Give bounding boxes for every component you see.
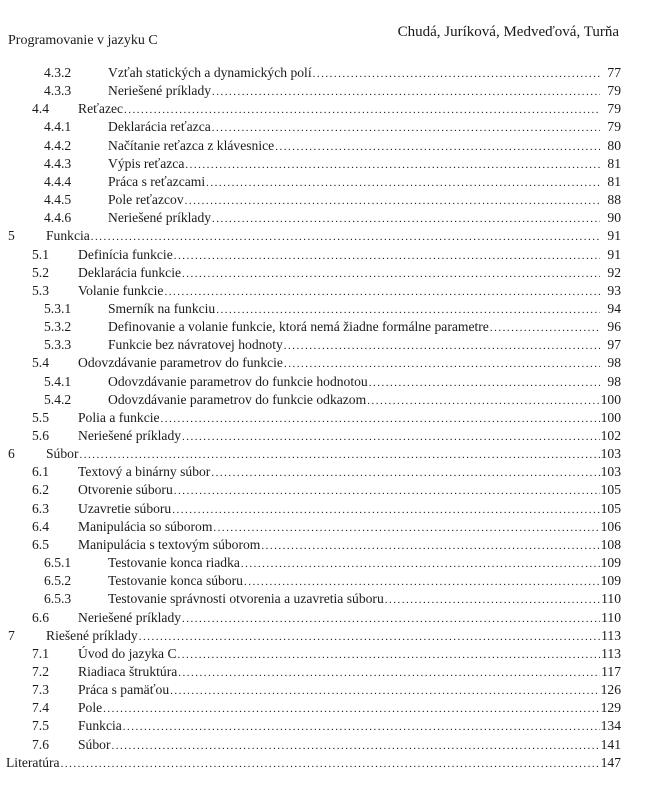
dot-leader <box>185 156 600 174</box>
toc-entry-page: 77 <box>607 65 621 80</box>
dot-leader <box>213 519 599 537</box>
toc-entry-number: 5.2 <box>32 264 49 280</box>
toc-entry <box>0 354 661 372</box>
dot-leader <box>182 265 600 283</box>
toc-entry <box>0 463 661 481</box>
dot-leader <box>172 501 599 519</box>
dot-leader <box>123 718 600 736</box>
toc-entry <box>0 191 661 209</box>
toc-entry <box>0 445 661 463</box>
toc-entry-page: 106 <box>600 518 621 534</box>
toc-entry-number: 6.5.2 <box>44 573 72 589</box>
toc-entry-number: 4.4.6 <box>44 210 72 226</box>
toc-entry-page: 98 <box>607 355 621 371</box>
toc-entry-title: Testovanie konca riadka <box>108 555 240 571</box>
dot-leader <box>174 482 600 500</box>
dot-leader <box>284 337 600 355</box>
toc-entry-page: 102 <box>600 428 621 443</box>
dot-leader <box>185 192 600 210</box>
toc-entry-title: Manipulácia s textovým súborom <box>78 536 261 552</box>
toc-entry-number: 6.5.3 <box>44 591 72 607</box>
toc-entry <box>0 536 661 554</box>
toc-entry <box>0 227 661 245</box>
toc-entry-number: 5 <box>8 228 15 244</box>
dot-leader <box>244 573 600 591</box>
dot-leader <box>111 737 599 755</box>
toc-entry-number: 7.6 <box>32 736 49 752</box>
toc-entry-number: 5.3.3 <box>44 337 72 353</box>
toc-entry-page: 92 <box>607 264 621 280</box>
toc-entry-number: 6.4 <box>32 518 49 534</box>
toc-entry-page: 126 <box>600 682 621 698</box>
toc-entry-title: Volanie funkcie <box>78 282 164 298</box>
toc-entry-page: 93 <box>607 282 621 298</box>
toc-entry-number: 4.3.2 <box>44 65 72 80</box>
toc-entry <box>0 627 661 645</box>
toc-entry-number: 6.3 <box>32 500 49 516</box>
toc-entry-title: Riešené príklady <box>46 627 138 643</box>
dot-leader <box>139 628 600 646</box>
toc-entry-title: Neriešené príklady <box>108 83 212 99</box>
dot-leader <box>174 247 600 265</box>
toc-entry <box>0 699 661 717</box>
dot-leader <box>490 319 600 337</box>
toc-entry-page: 110 <box>601 609 621 625</box>
toc-entry-title: Súbor <box>78 736 111 752</box>
toc-entry-page: 109 <box>600 573 621 589</box>
toc-entry-title: Neriešené príklady <box>78 428 182 443</box>
toc-entry <box>0 300 661 318</box>
toc-entry <box>0 137 661 155</box>
toc-entry <box>0 336 661 354</box>
toc-entry <box>0 209 661 227</box>
toc-entry-number: 7.3 <box>32 682 49 698</box>
toc-entry <box>0 663 661 681</box>
toc-entry-number: 6.5 <box>32 536 49 552</box>
toc-entry <box>0 373 661 391</box>
toc-entry-page: 79 <box>607 101 621 117</box>
toc-entry-number: 4.4.2 <box>44 137 72 153</box>
toc-entry-title: Reťazec <box>78 101 124 117</box>
toc-entry-page: 147 <box>600 754 621 770</box>
toc-entry <box>0 572 661 590</box>
toc-entry-number: 4.4.5 <box>44 192 72 208</box>
toc-entry <box>0 264 661 282</box>
toc-entry-number: 6.5.1 <box>44 555 72 571</box>
dot-leader <box>170 682 599 700</box>
toc-entry-title: Riadiaca štruktúra <box>78 663 178 679</box>
dot-leader <box>241 555 600 573</box>
toc-entry <box>0 427 661 445</box>
toc-entry-page: 98 <box>607 373 621 389</box>
toc-entry-title: Definícia funkcie <box>78 246 173 262</box>
toc-entry-title: Pole reťazcov <box>108 192 184 208</box>
toc-entry-number: 4.4 <box>32 101 49 117</box>
toc-entry <box>0 391 661 409</box>
toc-entry-number: 5.5 <box>32 409 49 425</box>
toc-entry <box>0 318 661 336</box>
toc-entry-number: 6 <box>8 446 15 462</box>
toc-entry-page: 80 <box>607 137 621 153</box>
toc-entry-number: 6.6 <box>32 609 49 625</box>
toc-entry <box>0 100 661 118</box>
dot-leader <box>178 646 600 664</box>
dot-leader <box>79 446 599 464</box>
toc-entry-number: 7.4 <box>32 700 49 716</box>
dot-leader <box>212 119 600 137</box>
toc-entry-title: Uzavretie súboru <box>78 500 172 516</box>
toc-entry-number: 4.4.3 <box>44 155 72 171</box>
toc-entry <box>0 282 661 300</box>
toc-entry-number: 5.3 <box>32 282 49 298</box>
toc-entry <box>0 118 661 136</box>
toc-entry <box>0 554 661 572</box>
toc-entry-page: 117 <box>601 663 621 679</box>
toc-entry-page: 110 <box>601 591 621 607</box>
toc-entry-title: Literatúra <box>6 754 60 770</box>
toc-entry-title: Funkcia <box>78 718 122 734</box>
toc-entry-title: Deklarácia funkcie <box>78 264 182 280</box>
dot-leader <box>91 228 600 246</box>
toc-entry-number: 5.3.1 <box>44 300 72 316</box>
toc-entry-number: 5.1 <box>32 246 49 262</box>
dot-leader <box>313 65 600 83</box>
toc-entry-title: Funkcie bez návratovej hodnoty <box>108 337 283 353</box>
dot-leader <box>385 591 600 609</box>
toc-entry <box>0 717 661 735</box>
toc-entry <box>0 173 661 191</box>
toc-entry-page: 103 <box>600 464 621 480</box>
toc-entry <box>0 409 661 427</box>
toc-entry <box>0 82 661 100</box>
toc-entry-title: Manipulácia so súborom <box>78 518 213 534</box>
toc-entry <box>0 64 661 82</box>
toc-entry-page: 100 <box>600 391 621 407</box>
toc-entry <box>0 754 661 772</box>
toc-entry-title: Textový a binárny súbor <box>78 464 211 480</box>
toc-entry-number: 5.3.2 <box>44 319 72 335</box>
page-header-left: Programovanie v jazyku C <box>8 33 158 48</box>
toc-entry-page: 96 <box>607 319 621 335</box>
dot-leader <box>103 700 599 718</box>
toc-entry-title: Neriešené príklady <box>108 210 212 226</box>
toc-entry-page: 90 <box>607 210 621 226</box>
dot-leader <box>284 355 600 373</box>
toc-entry-title: Neriešené príklady <box>78 609 182 625</box>
toc-entry-title: Polia a funkcie <box>78 409 160 425</box>
toc-entry-page: 113 <box>601 645 621 661</box>
toc-entry <box>0 681 661 699</box>
toc-entry-page: 141 <box>600 736 621 752</box>
toc-entry-title: Otvorenie súboru <box>78 482 173 498</box>
toc-entry-title: Smerník na funkciu <box>108 300 216 316</box>
toc-entry-number: 7.2 <box>32 663 49 679</box>
toc-entry-number: 7.1 <box>32 645 49 661</box>
toc-entry <box>0 518 661 536</box>
toc-entry-page: 109 <box>600 555 621 571</box>
toc-entry-number: 7.5 <box>32 718 49 734</box>
toc-entry-number: 4.3.3 <box>44 83 72 99</box>
toc-entry-title: Výpis reťazca <box>108 155 185 171</box>
page-header-right: Chudá, Juríková, Medveďová, Turňa <box>397 24 619 40</box>
dot-leader <box>367 392 599 410</box>
toc-entry-page: 103 <box>600 446 621 462</box>
toc-entry-page: 97 <box>607 337 621 353</box>
toc-entry-title: Odovzdávanie parametrov do funkcie <box>78 355 283 371</box>
toc-entry-page: 105 <box>600 482 621 498</box>
toc-entry-page: 108 <box>600 536 621 552</box>
toc-entry <box>0 736 661 754</box>
toc-entry-page: 105 <box>600 500 621 516</box>
dot-leader <box>261 537 599 555</box>
toc-entry-page: 129 <box>600 700 621 716</box>
dot-leader <box>206 174 600 192</box>
toc-entry-page: 94 <box>607 300 621 316</box>
toc-entry-page: 79 <box>607 119 621 135</box>
toc-entry-title: Súbor <box>46 446 79 462</box>
toc-entry-number: 5.4.2 <box>44 391 72 407</box>
toc-entry-page: 113 <box>601 627 621 643</box>
toc-entry-number: 5.4.1 <box>44 373 72 389</box>
dot-leader <box>61 755 600 773</box>
toc-entry-title: Načítanie reťazca z klávesnice <box>108 137 275 153</box>
toc-entry-page: 100 <box>600 409 621 425</box>
toc-entry-title: Testovanie konca súboru <box>108 573 243 589</box>
toc-entry-page: 81 <box>607 173 621 189</box>
toc-entry-page: 81 <box>607 155 621 171</box>
toc-entry-number: 6.1 <box>32 464 49 480</box>
toc-entry-number: 5.6 <box>32 428 49 443</box>
dot-leader <box>212 83 600 101</box>
dot-leader <box>211 464 599 482</box>
toc-entry-page: 91 <box>607 246 621 262</box>
toc-entry <box>0 590 661 608</box>
toc-entry-number: 5.4 <box>32 355 49 371</box>
toc-entry <box>0 645 661 663</box>
dot-leader <box>369 374 600 392</box>
toc-entry-title: Práca s reťazcami <box>108 173 206 189</box>
dot-leader <box>275 138 600 156</box>
dot-leader <box>216 301 600 319</box>
dot-leader <box>182 610 600 628</box>
toc-entry-title: Pole <box>78 700 103 716</box>
toc-entry-page: 79 <box>607 83 621 99</box>
dot-leader <box>182 428 600 446</box>
toc-entry <box>0 155 661 173</box>
dot-leader <box>212 210 600 228</box>
toc-entry <box>0 246 661 264</box>
toc-entry-title: Odovzdávanie parametrov do funkcie hodnotou <box>108 373 368 389</box>
toc-entry <box>0 481 661 499</box>
toc-entry-page: 88 <box>607 192 621 208</box>
toc-entry-title: Odovzdávanie parametrov do funkcie odkazom <box>108 391 367 407</box>
toc-entry-title: Testovanie správnosti otvorenia a uzavretia súboru <box>108 591 384 607</box>
dot-leader <box>124 101 600 119</box>
toc-entry-page: 134 <box>600 718 621 734</box>
toc-entry <box>0 609 661 627</box>
dot-leader <box>178 664 600 682</box>
toc-entry-number: 6.2 <box>32 482 49 498</box>
toc-entry-title: Vzťah statických a dynamických polí <box>108 65 312 80</box>
toc-entry-title: Deklarácia reťazca <box>108 119 211 135</box>
toc-entry-number: 7 <box>8 627 15 643</box>
toc-entry-number: 4.4.4 <box>44 173 72 189</box>
toc-entry <box>0 500 661 518</box>
dot-leader <box>161 410 600 428</box>
dot-leader <box>164 283 600 301</box>
toc-entry-title: Funkcia <box>46 228 90 244</box>
toc-entry-number: 4.4.1 <box>44 119 72 135</box>
toc-entry-title: Práca s pamäťou <box>78 682 170 698</box>
toc-entry-title: Definovanie a volanie funkcie, ktorá nemá žiadne formálne parametre <box>108 319 489 335</box>
toc-entry-page: 91 <box>607 228 621 244</box>
toc-entry-title: Úvod do jazyka C <box>78 645 177 661</box>
